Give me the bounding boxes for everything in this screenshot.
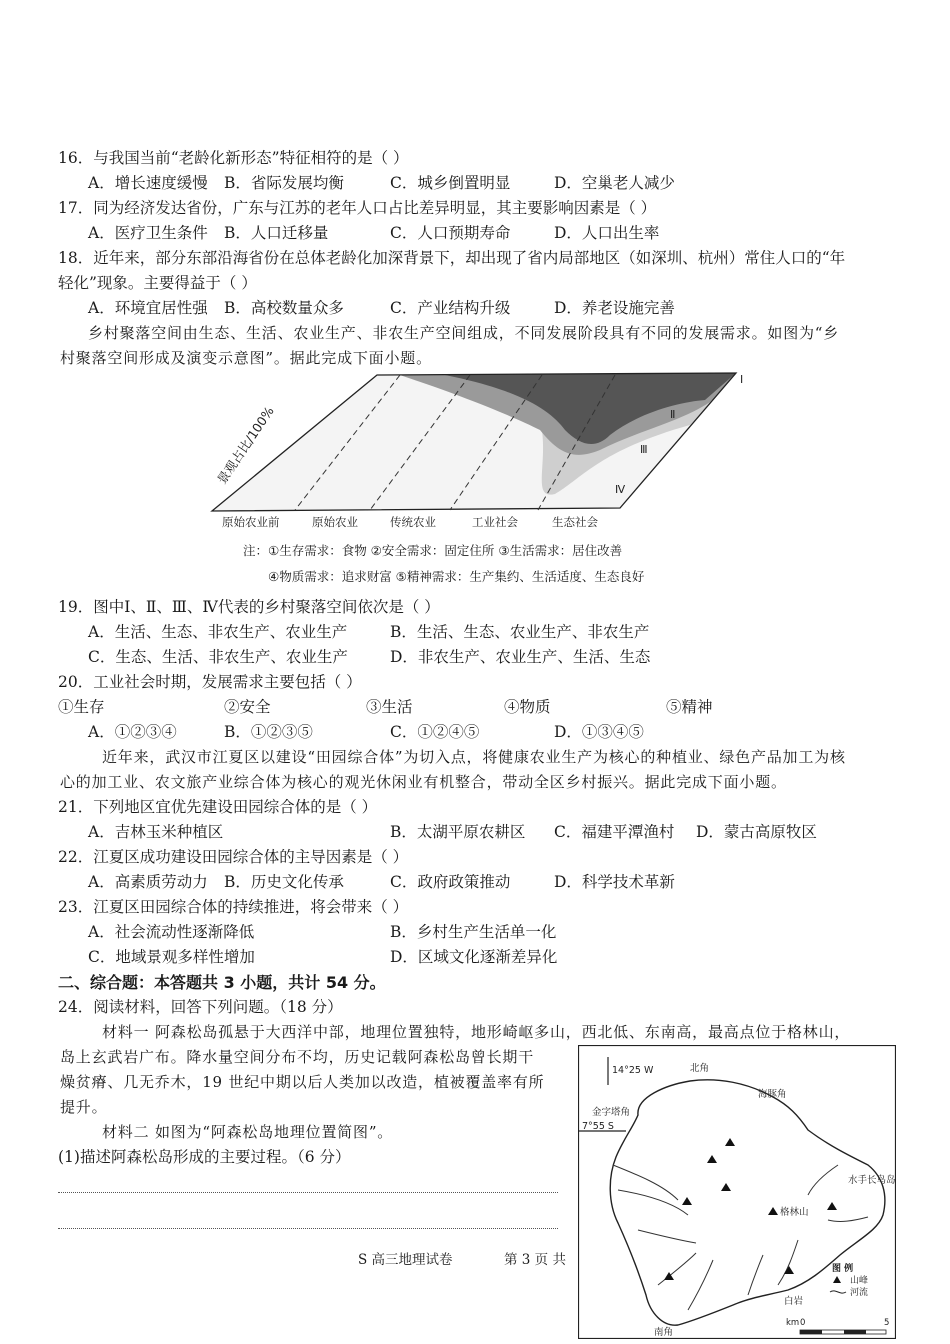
legend-peak: 山峰 xyxy=(850,1276,869,1286)
green-mountain-label: 格林山 xyxy=(780,1207,809,1218)
q24-subquestion-1: (1)描述阿森松岛形成的主要过程。（6 分） xyxy=(58,1148,351,1166)
q21-option-b: B．太湖平原农耕区 xyxy=(390,823,526,841)
stage-4: 工业社会 xyxy=(472,515,518,529)
label-i: Ⅰ xyxy=(740,373,744,386)
q20-stem: 20．工业社会时期，发展需求主要包括（ ） xyxy=(58,673,362,691)
q20-option-a: A．①②③④ xyxy=(88,723,177,741)
sailor-island-label: 水手长鸟岛 xyxy=(848,1175,896,1186)
figure-note-1: 注：①生存需求：食物 ②安全需求：固定住所 ③生活需求：居住改善 xyxy=(243,543,623,558)
intro19-line1: 乡村聚落空间由生态、生活、农业生产、非农生产空间组成，不同发展阶段具有不同的发展需求。如图为“乡 xyxy=(88,324,840,342)
q24-material1-line1: 材料一 阿森松岛孤悬于大西洋中部，地理位置独特，地形崎岖多山，西北低、东南高，最高点位于格林山， xyxy=(102,1023,851,1041)
scale-5: 5 xyxy=(884,1318,890,1328)
q24-stem: 24．阅读材料，回答下列问题。（18 分） xyxy=(58,998,343,1016)
q24-material1-line3: 燥贫瘠、几无乔木，19 世纪中期以后人类加以改造，植被覆盖率有所 xyxy=(60,1073,545,1091)
intro21-line1: 近年来，武汉市江夏区以建设“田园综合体”为切入点，将健康农业生产为核心的种植业、绿色产品加工为核 xyxy=(102,748,846,766)
q21-option-a: A．吉林玉米种植区 xyxy=(88,823,224,841)
ascension-island-map xyxy=(578,1045,896,1339)
q18-option-c: C．产业结构升级 xyxy=(390,299,511,317)
q19-stem: 19．图中Ⅰ、Ⅱ、Ⅲ、Ⅳ代表的乡村聚落空间依次是（ ） xyxy=(58,598,440,616)
q18-stem-line1: 18．近年来，部分东部沿海省份在总体老龄化加深背景下，却出现了省内局部地区（如深圳、杭州）常住人口的“年 xyxy=(58,249,846,267)
q17-stem: 17．同为经济发达省份，广东与江苏的老年人口占比差异明显，其主要影响因素是（ ） xyxy=(58,199,657,217)
q20-option-c: C．①②④⑤ xyxy=(390,723,480,741)
q20-option-d: D．①③④⑤ xyxy=(554,723,644,741)
q24-material1-line4: 提升。 xyxy=(60,1098,108,1116)
q23-option-a: A．社会流动性逐渐降低 xyxy=(88,923,255,941)
label-iii: Ⅲ xyxy=(640,443,648,456)
scale-0: 0 xyxy=(800,1318,806,1328)
q19-option-c: C．生态、生活、非农生产、农业生产 xyxy=(88,648,348,666)
north-cape-label: 北角 xyxy=(690,1063,710,1074)
q19-option-d: D．非农生产、农业生产、生活、生态 xyxy=(390,648,651,666)
q16-option-b: B．省际发展均衡 xyxy=(224,174,344,192)
q18-stem-line2: 轻化”现象。主要得益于（ ） xyxy=(58,274,257,292)
y-axis-label: 景观占比/100% xyxy=(214,403,277,487)
q20-item-3: ③生活 xyxy=(366,698,413,716)
q21-stem: 21．下列地区宜优先建设田园综合体的是（ ） xyxy=(58,798,378,816)
stage-3: 传统农业 xyxy=(390,515,436,529)
q16-option-d: D．空巢老人减少 xyxy=(554,174,675,192)
stage-1: 原始农业前 xyxy=(222,515,280,529)
q20-item-2: ②安全 xyxy=(224,698,271,716)
q22-stem: 22．江夏区成功建设田园综合体的主导因素是（ ） xyxy=(58,848,409,866)
q16-option-c: C．城乡倒置明显 xyxy=(390,174,511,192)
q23-stem: 23．江夏区田园综合体的持续推进，将会带来（ ） xyxy=(58,898,409,916)
intro19-line2: 村聚落空间形成及演变示意图”。据此完成下面小题。 xyxy=(60,349,432,367)
white-rock-label: 白岩 xyxy=(784,1296,804,1307)
figure-note-2: ④物质需求：追求财富 ⑤精神需求：生产集约、生活适度、生态良好 xyxy=(268,569,645,584)
settlement-evolution-figure xyxy=(200,370,745,530)
q23-option-c: C．地域景观多样性增加 xyxy=(88,948,255,966)
q24-material1-line2: 岛上玄武岩广布。降水量空间分布不均，历史记载阿森松岛曾长期干 xyxy=(60,1048,535,1066)
q22-option-b: B．历史文化传承 xyxy=(224,873,344,891)
stage-2: 原始农业 xyxy=(312,515,358,529)
q17-option-b: B．人口迁移量 xyxy=(224,224,329,242)
q17-option-c: C．人口预期寿命 xyxy=(390,224,511,242)
section2-title: 二、综合题：本答题共 3 小题，共计 54 分。 xyxy=(58,973,386,992)
q20-item-5: ⑤精神 xyxy=(666,698,713,716)
q22-option-a: A．高素质劳动力 xyxy=(88,873,208,891)
q21-option-c: C．福建平潭渔村 xyxy=(554,823,675,841)
footer-page: 第 3 页 共 xyxy=(504,1252,566,1268)
q22-option-d: D．科学技术革新 xyxy=(554,873,675,891)
label-iv: Ⅳ xyxy=(615,483,626,496)
answer-line-1[interactable] xyxy=(58,1192,558,1193)
q21-option-d: D．蒙古高原牧区 xyxy=(696,823,817,841)
q19-option-a: A．生活、生态、非农生产、农业生产 xyxy=(88,623,348,641)
stage-5: 生态社会 xyxy=(552,515,598,529)
label-ii: Ⅱ xyxy=(670,408,676,421)
dolphin-cape-label: 海豚角 xyxy=(758,1089,787,1100)
footer-exam-name: S 高三地理试卷 xyxy=(358,1252,453,1268)
lat-label: 7°55 S xyxy=(582,1121,614,1132)
q19-option-b: B．生活、生态、农业生产、非农生产 xyxy=(390,623,650,641)
q20-option-b: B．①②③⑤ xyxy=(224,723,313,741)
q23-option-b: B．乡村生产生活单一化 xyxy=(390,923,557,941)
q18-option-b: B．高校数量众多 xyxy=(224,299,344,317)
q18-option-d: D．养老设施完善 xyxy=(554,299,675,317)
answer-line-2[interactable] xyxy=(58,1228,558,1229)
q23-option-d: D．区域文化逐渐差异化 xyxy=(390,948,558,966)
q22-option-c: C．政府政策推动 xyxy=(390,873,511,891)
lon-label: 14°25 W xyxy=(612,1065,654,1076)
south-cape-label: 南角 xyxy=(654,1327,674,1338)
q24-material2: 材料二 如图为“阿森松岛地理位置简图”。 xyxy=(102,1123,394,1141)
pyramid-point-label: 金字塔角 xyxy=(592,1107,631,1118)
q20-item-1: ①生存 xyxy=(58,698,105,716)
q17-option-a: A．医疗卫生条件 xyxy=(88,224,208,242)
q17-option-d: D．人口出生率 xyxy=(554,224,660,242)
q16-stem: 16．与我国当前“老龄化新形态”特征相符的是（ ） xyxy=(58,149,409,167)
q20-item-4: ④物质 xyxy=(504,698,551,716)
legend-river: 河流 xyxy=(850,1288,869,1298)
legend-title: 图 例 xyxy=(832,1264,854,1274)
q16-option-a: A．增长速度缓慢 xyxy=(88,174,208,192)
intro21-line2: 心的加工业、农文旅产业综合体为核心的观光休闲业有机整合，带动全区乡村振兴。据此完成下面小题。 xyxy=(60,773,787,791)
q18-option-a: A．环境宜居性强 xyxy=(88,299,208,317)
scale-unit: km xyxy=(786,1318,800,1328)
